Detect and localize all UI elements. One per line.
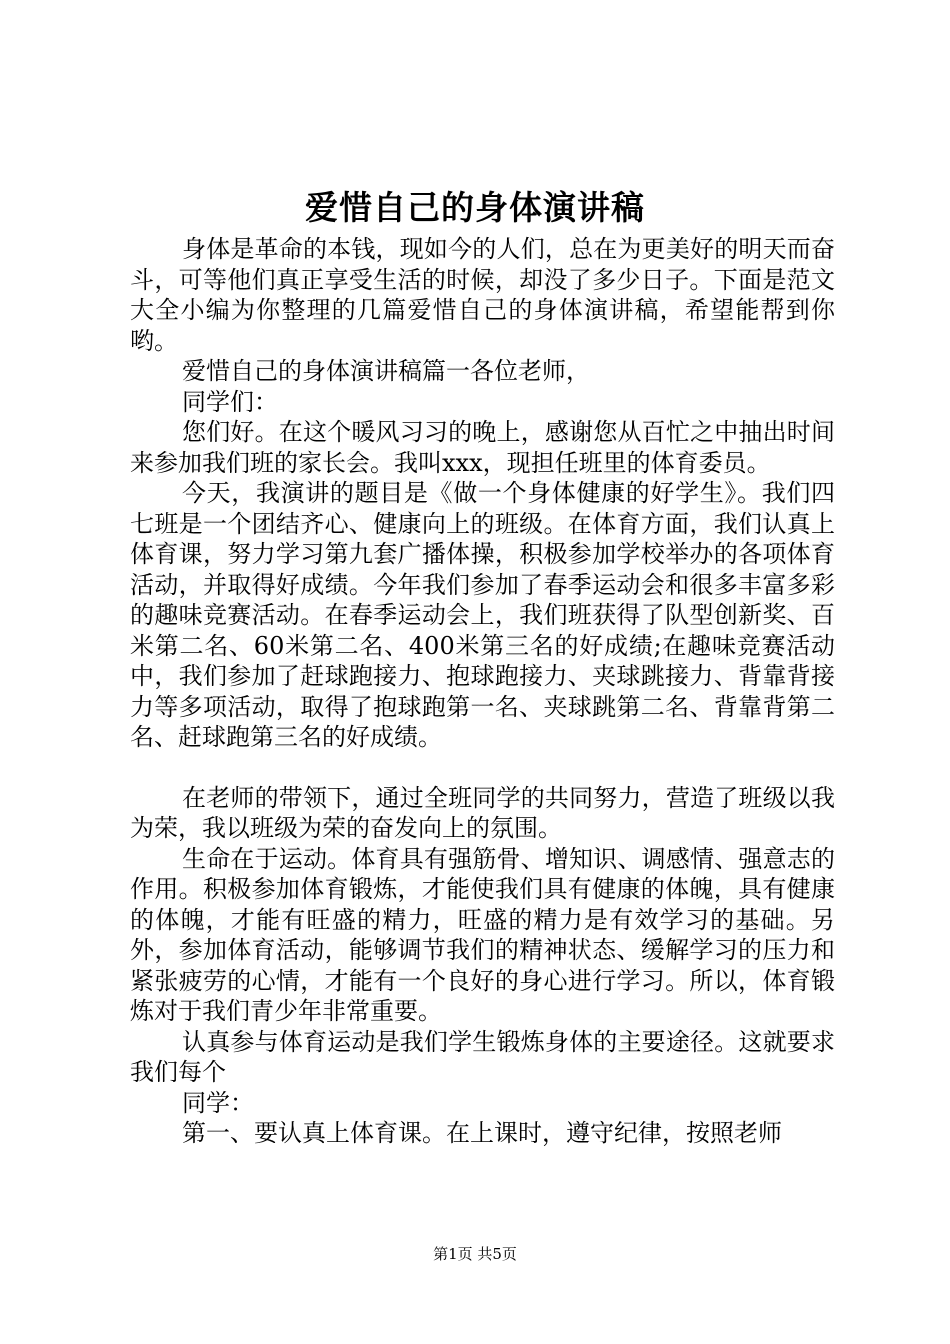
paragraph: 同学们：	[182, 387, 278, 416]
paragraph: 第一、要认真上体育课。在上课时，遵守纪律，按照老师	[182, 1119, 782, 1147]
paragraph: 在老师的带领下，通过全班同学的共同努力，营造了班级以我为荣，我以班级为荣的奋发向上的氛围。	[130, 783, 835, 842]
document-body	[130, 234, 835, 1149]
paragraph: 生命在于运动。体育具有强筋骨、增知识、调感情、强意志的作用。积极参加体育锻炼，才能使我们具有健康的体魄，具有健康的体魄，才能有旺盛的精力，旺盛的精力是有效学习的基础。另外，参加体育活动，能够调节我们的精神状态、缓解学习的压力和紧张疲劳的心情，才能有一个良好的身心进行学习。所以，体育锻炼对于我们青少年非常重要。	[130, 844, 835, 1025]
paragraph: 认真参与体育运动是我们学生锻炼身体的主要途径。这就要求我们每个	[130, 1027, 835, 1086]
paragraph: 您们好。在这个暖风习习的晚上，感谢您从百忙之中抽出时间来参加我们班的家长会。我叫xxx，现担任班里的体育委员。	[130, 418, 835, 477]
document-title: 爱惜自己的身体演讲稿	[305, 188, 645, 227]
paragraph: 爱惜自己的身体演讲稿篇一各位老师，	[182, 357, 590, 385]
paragraph: 同学：	[182, 1088, 254, 1117]
page-footer: 第1页 共5页	[433, 1245, 517, 1263]
paragraph-spacer	[130, 753, 835, 783]
paragraph: 今天，我演讲的题目是《做一个身体健康的好学生》。我们四七班是一个团结齐心、健康向上的班级。在体育方面，我们认真上体育课，努力学习第九套广播体操，积极参加学校举办的各项体育活动，并取得好成绩。今年我们参加了春季运动会和很多丰富多彩的趣味竞赛活动。在春季运动会上，我们班获得了队型创新奖、百米第二名、60米第二名、400米第三名的好成绩;在趣味竞赛活动中，我们参加了赶球跑接力、抱球跑接力、夹球跳接力、背靠背接力等多项活动，取得了抱球跑第一名、夹球跳第二名、背靠背第二名、赶球跑第三名的好成绩。	[130, 479, 835, 751]
paragraph: 身体是革命的本钱，现如今的人们，总在为更美好的明天而奋斗，可等他们真正享受生活的时候，却没了多少日子。下面是范文大全小编为你整理的几篇爱惜自己的身体演讲稿，希望能帮到你哟。	[130, 235, 835, 355]
